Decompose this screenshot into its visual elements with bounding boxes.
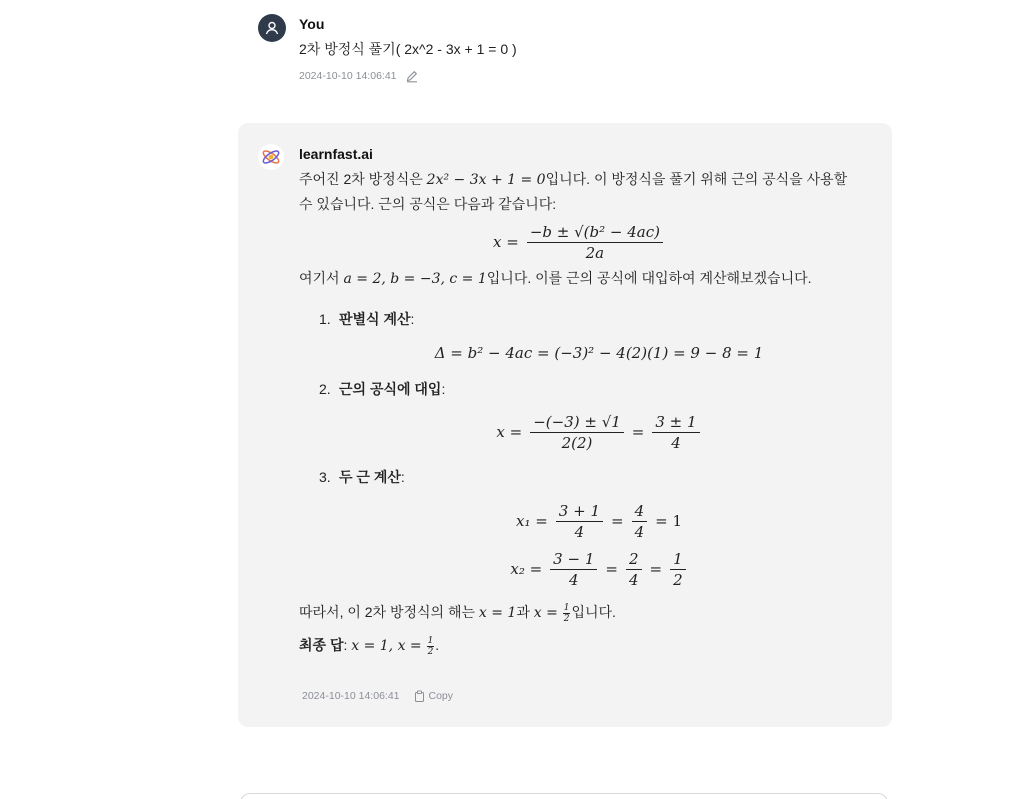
step-1-colon: :	[410, 311, 415, 327]
x1-num-2: 4	[632, 501, 648, 522]
x1-lhs: x₁ =	[515, 512, 548, 530]
x2-den-1: 4	[569, 570, 579, 589]
user-message-text: 2차 방정식 풀기( 2x^2 - 3x + 1 = 0 )	[299, 41, 517, 57]
x2-equals-1: =	[605, 560, 618, 578]
substitution-equation	[299, 409, 859, 455]
step-3-label: 두 근 계산	[339, 469, 401, 485]
x2-lhs: x₂ =	[510, 560, 543, 578]
user-timestamp: 2024-10-10 14:06:41	[299, 70, 397, 82]
formula-denominator: 2a	[585, 243, 605, 262]
x2-den-2: 4	[628, 570, 639, 589]
x2-fraction-1	[550, 549, 597, 590]
conclusion-root-2-lhs: x =	[533, 605, 558, 621]
step-3	[299, 465, 859, 489]
substitution-den-1: 2(2)	[561, 433, 593, 452]
x1-num-1: 3 + 1	[556, 501, 603, 522]
coef-text-start: 여기서	[299, 270, 344, 286]
step-2-number: 2.	[319, 381, 331, 397]
conclusion-text-mid: 과	[516, 604, 534, 620]
conclusion-half-den: 2	[563, 613, 570, 624]
x1-fraction-1	[556, 501, 603, 542]
discriminant-equation	[299, 341, 859, 365]
root-x2-equation	[299, 547, 859, 591]
assistant-message-meta	[302, 690, 453, 702]
intro-paragraph	[299, 167, 859, 216]
x2-fraction-3	[670, 549, 686, 590]
final-answer-colon: :	[343, 637, 352, 653]
assistant-timestamp: 2024-10-10 14:06:41	[302, 690, 400, 702]
conclusion-half-fraction	[563, 603, 571, 624]
step-2-colon: :	[441, 381, 446, 397]
formula-numerator: −b ± √(b² − 4ac)	[527, 222, 663, 243]
final-answer	[299, 630, 859, 661]
conclusion-text-end: 입니다.	[571, 604, 616, 620]
x2-num-2: 2	[626, 549, 642, 570]
user-icon	[263, 19, 281, 37]
step-2-label: 근의 공식에 대입	[339, 381, 442, 397]
step-3-number: 3.	[319, 469, 331, 485]
assistant-message	[238, 123, 892, 727]
step-1-label: 판별식 계산	[339, 311, 411, 327]
discriminant-text: Δ = b² − 4ac = (−3)² − 4(2)(1) = 9 − 8 = 1	[434, 344, 764, 362]
final-answer-period: .	[435, 637, 440, 653]
x1-equals: =	[611, 512, 624, 530]
intro-equation: 2x² − 3x + 1 = 0	[426, 172, 546, 188]
assistant-message-body	[299, 167, 859, 661]
assistant-avatar	[258, 144, 284, 170]
final-answer-label: 최종 답	[299, 637, 344, 653]
final-half-den: 2	[427, 646, 434, 657]
x2-den-3: 2	[673, 570, 683, 589]
substitution-num-1: −(−3) ± √1	[530, 412, 624, 433]
x1-fraction-2	[632, 501, 648, 542]
pencil-icon[interactable]	[405, 69, 419, 83]
atom-logo-icon	[260, 146, 282, 168]
x2-num-3: 1	[670, 549, 686, 570]
final-half-fraction	[427, 636, 435, 657]
step-2	[299, 377, 859, 401]
conclusion-paragraph	[299, 597, 859, 628]
assistant-name: learnfast.ai	[299, 146, 373, 162]
x1-result: = 1	[655, 512, 683, 530]
coef-equation: a = 2, b = −3, c = 1	[343, 271, 487, 287]
user-name: You	[299, 16, 325, 32]
user-message-meta	[299, 69, 419, 83]
formula-fraction	[527, 222, 663, 263]
copy-label: Copy	[428, 690, 454, 702]
substitution-fraction-1	[530, 412, 624, 453]
step-1	[299, 307, 859, 331]
coefficients-paragraph	[299, 266, 859, 291]
intro-text-start: 주어진 2차 방정식은	[299, 171, 427, 187]
x2-fraction-2	[626, 549, 642, 590]
step-3-colon: :	[400, 469, 405, 485]
conclusion-text-start: 따라서, 이 2차 방정식의 해는	[299, 604, 479, 620]
substitution-fraction-2	[652, 412, 699, 453]
conclusion-half-num: 1	[563, 602, 570, 613]
substitution-lhs: x =	[496, 423, 523, 441]
final-answer-equation: x = 1, x =	[351, 638, 422, 654]
formula-lhs: x =	[493, 233, 519, 251]
substitution-den-2: 4	[671, 433, 681, 452]
clipboard-icon	[414, 690, 425, 702]
intro-text-end: 입니다. 이 방정식을 풀기 위해 근의 공식을 사용할 수 있습니다. 근의 공식은 다음과 같습니다:	[299, 171, 848, 212]
final-half-num: 1	[427, 635, 434, 646]
x1-den-2: 4	[634, 522, 645, 541]
x2-equals-2: =	[649, 560, 663, 578]
substitution-num-2: 3 ± 1	[652, 412, 699, 433]
step-1-number: 1.	[319, 311, 331, 327]
coef-text-end: 입니다. 이를 근의 공식에 대입하여 계산해보겠습니다.	[486, 270, 812, 286]
user-avatar	[258, 14, 286, 42]
chat-input-box[interactable]	[240, 793, 888, 799]
root-x1-equation	[299, 499, 859, 543]
substitution-equals: =	[631, 423, 645, 441]
x2-num-1: 3 − 1	[550, 549, 597, 570]
quadratic-formula	[299, 220, 859, 264]
conclusion-root-1: x = 1	[478, 605, 517, 621]
x1-den-1: 4	[574, 522, 585, 541]
copy-button[interactable]	[414, 690, 454, 702]
